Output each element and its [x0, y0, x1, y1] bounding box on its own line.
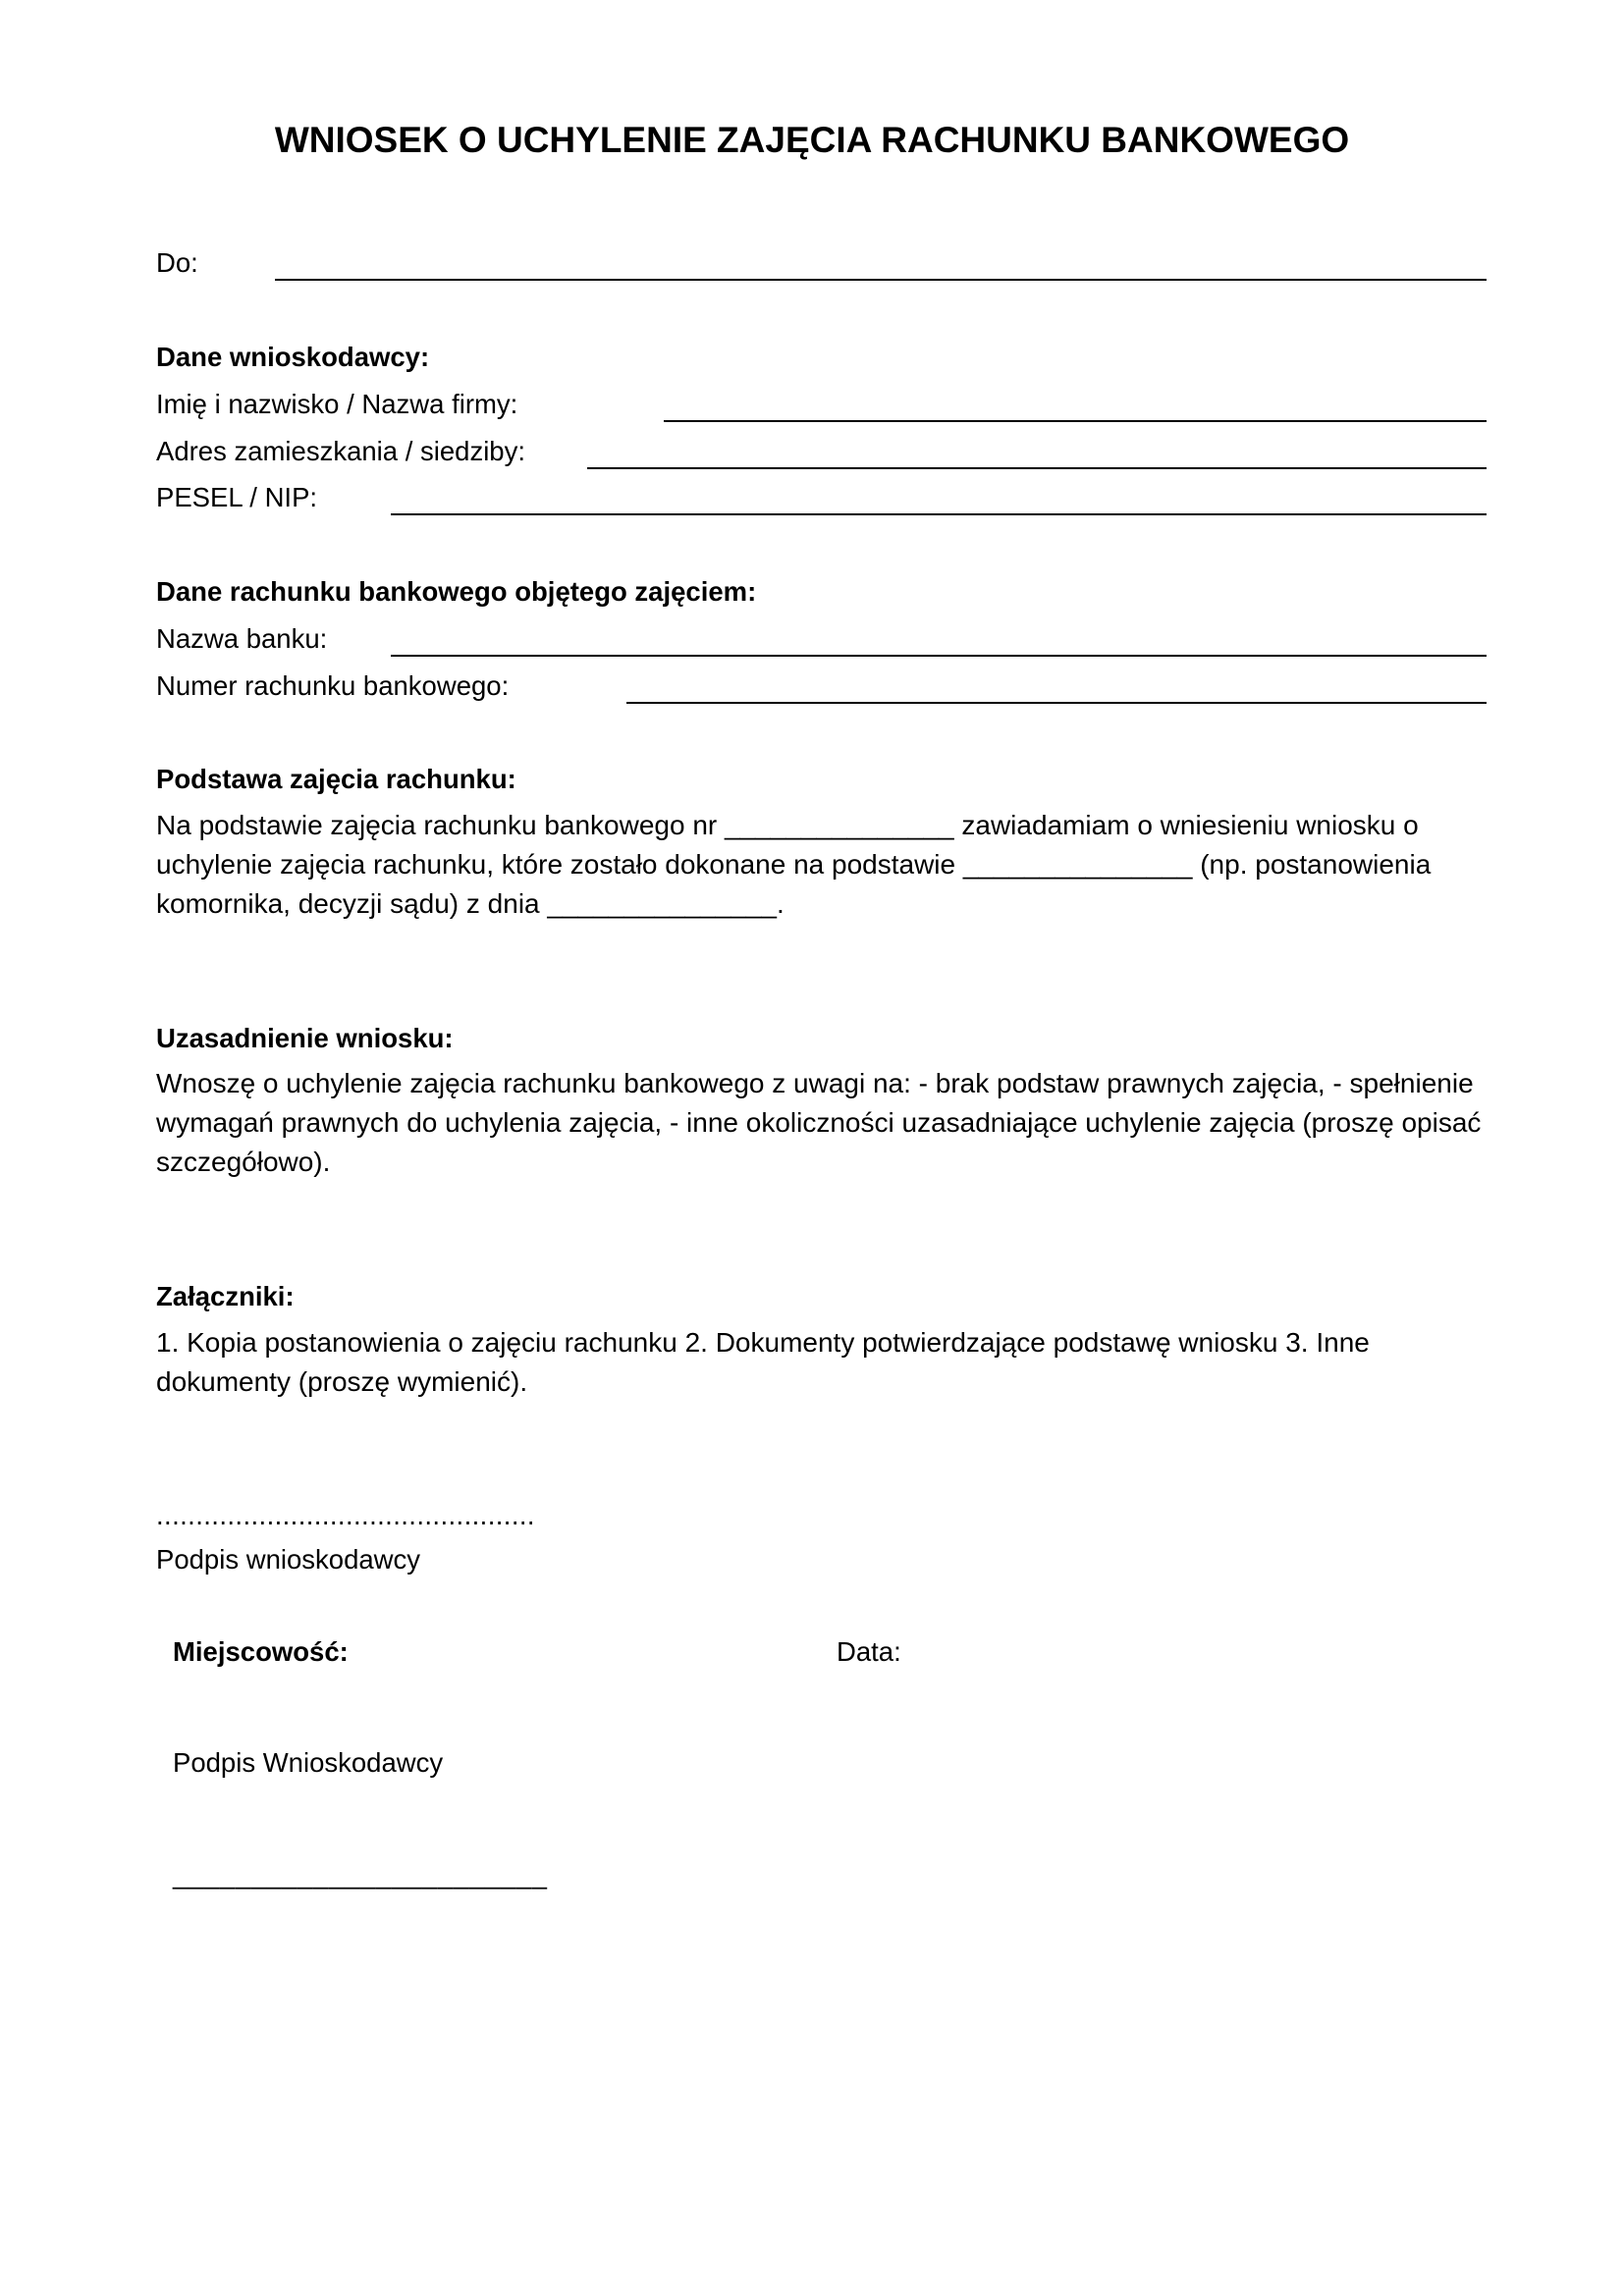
basis-heading: Podstawa zajęcia rachunku: — [156, 764, 516, 794]
applicant-name-field-line[interactable] — [664, 420, 1487, 422]
bank-name-label: Nazwa banku: — [156, 623, 328, 654]
attachments-heading: Załączniki: — [156, 1281, 295, 1311]
attachments-text: 1. Kopia postanowienia o zajęciu rachunku 2. Dokumenty potwierdzające podstawę wniosku 3. Inne dokumenty (proszę wymienić). — [156, 1327, 1370, 1397]
applicant-address-label: Adres zamieszkania / siedziby: — [156, 436, 525, 466]
applicant-address-field-line[interactable] — [587, 467, 1487, 469]
account-number-label: Numer rachunku bankowego: — [156, 670, 510, 701]
justification-heading: Uzasadnienie wniosku: — [156, 1023, 454, 1053]
applicant-name-label: Imię i nazwisko / Nazwa firmy: — [156, 389, 518, 419]
signature-label: Podpis wnioskodawcy — [156, 1544, 421, 1575]
document-title: WNIOSEK O UCHYLENIE ZAJĘCIA RACHUNKU BANKOWEGO — [274, 120, 1350, 160]
place-label: Miejscowość: — [173, 1636, 349, 1667]
footer-signature-label: Podpis Wnioskodawcy — [173, 1747, 444, 1778]
footer-signature-line[interactable]: ________________________ — [173, 1859, 548, 1890]
bank-name-field-line[interactable] — [391, 655, 1487, 657]
account-heading: Dane rachunku bankowego objętego zajęciem: — [156, 576, 757, 607]
applicant-id-field-line[interactable] — [391, 513, 1487, 515]
to-field-line[interactable] — [275, 279, 1487, 281]
basis-text: Na podstawie zajęcia rachunku bankowego nr _______________ zawiadamiam o wniesieniu wniosku o uchylenie zajęcia rachunku, które zostało dokonane na podstawie _______________ (np. postanowienia komornika, decyzji sądu) z dnia _______________. — [156, 810, 1432, 919]
signature-dots: ................................................ — [156, 1500, 535, 1530]
justification-text: Wnoszę o uchylenie zajęcia rachunku bankowego z uwagi na: - brak podstaw prawnych zajęcia, - spełnienie wymagań prawnych do uchylenia zajęcia, - inne okoliczności uzasadniające uchylenie zajęcia (proszę opisać szczegółowo). — [156, 1068, 1482, 1177]
to-label: Do: — [156, 247, 198, 278]
applicant-heading: Dane wnioskodawcy: — [156, 342, 430, 372]
applicant-id-label: PESEL / NIP: — [156, 482, 318, 512]
account-number-field-line[interactable] — [626, 702, 1487, 704]
date-label: Data: — [837, 1636, 901, 1667]
